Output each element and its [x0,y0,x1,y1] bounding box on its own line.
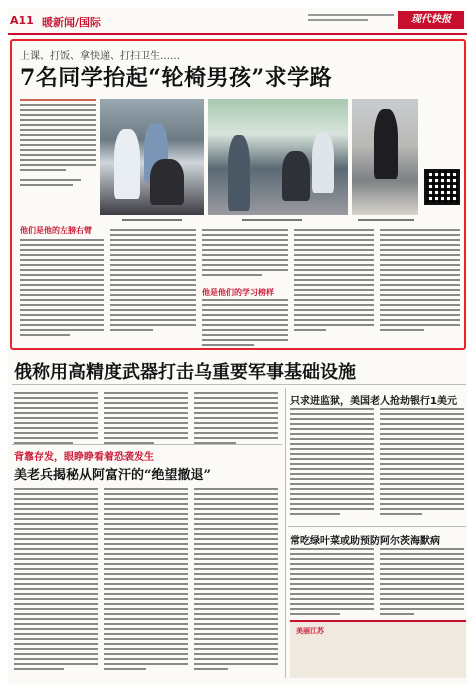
lead-paragraph [20,99,96,211]
story-2-column-3 [194,392,278,447]
body-column-5 [380,229,460,334]
main-story-box[interactable] [10,39,466,350]
divider [288,526,466,527]
story-3-column-1 [14,488,98,673]
story-2-column-2 [104,392,188,447]
main-story-kicker: 上课、打饭、拿快递、打扫卫生…… [20,51,180,62]
divider [12,444,282,445]
story-2-headline[interactable]: 俄称用高精度武器打击乌重要军事基础设施 [14,362,356,383]
body-column-3b [202,299,288,349]
story-3-column-2 [104,488,188,673]
subhead-role-model: 他是他们的学习榜样 [202,288,274,297]
story-3-kicker: 背靠存发，眼睁睁看着恐袭发生 [14,452,154,463]
divider [12,384,466,385]
story-5-column-1 [290,548,374,618]
story-5-headline[interactable]: 常吃绿叶菜或助预防阿尔茨海默病 [290,536,440,547]
header-meta [308,14,394,26]
body-column-1 [20,239,104,339]
story-4-column-1 [290,408,374,518]
subhead-left-right-arms: 他们是他的左膀右臂 [20,226,92,235]
ad-label: 美丽江苏 [296,627,324,635]
body-column-3 [202,229,288,279]
photo-classmates-helping [100,99,204,215]
column-divider [285,388,286,678]
newspaper-page [8,8,467,684]
photo-caption [242,219,302,221]
page-header [8,8,467,34]
story-4-headline[interactable]: 只求进监狱，美国老人抢劫银行1美元 [290,396,457,407]
advertisement-box[interactable] [290,620,466,678]
body-column-4 [294,229,374,334]
photo-caption [358,219,414,221]
story-4-column-2 [380,408,464,518]
photo-caption [122,219,182,221]
qr-code[interactable] [424,169,460,205]
body-column-2 [110,229,196,334]
story-3-column-3 [194,488,278,673]
page-number: A11 [10,14,34,27]
photo-wheelchair-corridor [208,99,348,215]
story-3-headline[interactable]: 美老兵揭秘从阿富汗的“绝望撤退” [14,468,211,483]
story-5-column-2 [380,548,464,618]
masthead-logo: 现代快报 [398,11,464,29]
header-rule [8,33,467,35]
photo-carrying-on-stairs [352,99,418,215]
main-story-headline[interactable]: 7名同学抬起“轮椅男孩”求学路 [20,65,333,91]
section-title: 暖新闻/国际 [42,16,102,29]
story-2-column-1 [14,392,98,447]
